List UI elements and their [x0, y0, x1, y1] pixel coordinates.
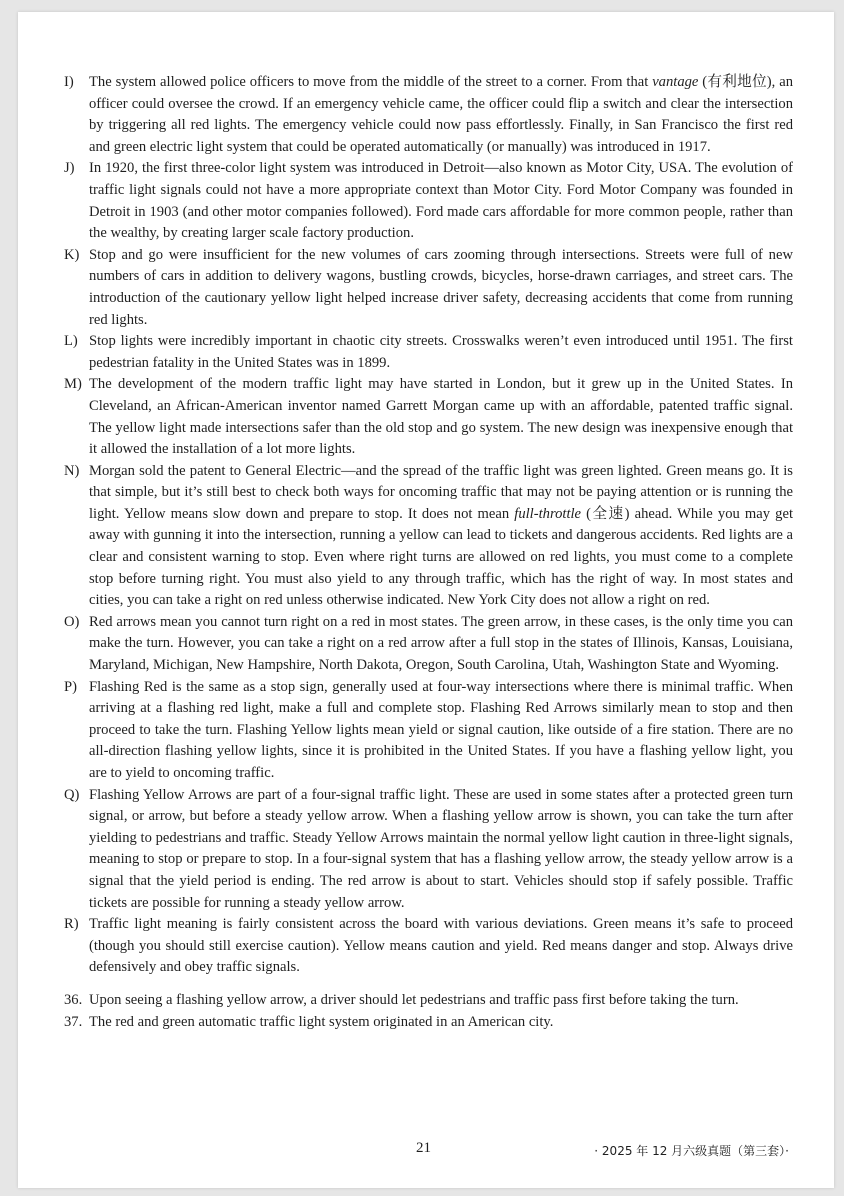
text-run: Stop and go were insufficient for the new volumes of cars zooming through intersections. Streets were full of new numbers of cars in addition to delivery wagons, bustling crowds, bicycles, horse-drawn carriages, and street cars. The introduction of the cautionary yellow light helped increase driver safety, decreasing accidents that come from running red lights. — [89, 246, 793, 328]
text-run: Morgan sold the patent to General Electric—and the spread of the traffic light was green lighted. Green means go. It is that simple, but it’s still best to check both ways for oncoming traffic that may not be paying attention or is running the light. Yellow means slow down and prepare to stop. It does not mean — [89, 462, 793, 522]
paragraph-text — [89, 245, 793, 331]
paragraph — [64, 612, 793, 677]
paragraph — [64, 461, 793, 612]
text-run: Flashing Red is the same as a stop sign, generally used at four-way intersections where there is minimal traffic. When arriving at a flashing red light, make a full and complete stop. Flashing Red Arrows similarly mean to stop and then proceed to take the turn. Flashing Yellow lights mean yield or signal caution, like outside of a fire station. There are no all-direction flashing yellow lights, since it is prohibited in the United States. If you have a flashing yellow light, you are to yield to oncoming traffic. — [89, 678, 793, 781]
paragraph — [64, 158, 793, 244]
italic-term: full-throttle — [514, 505, 582, 522]
paragraph-text — [89, 461, 793, 612]
paragraph-letter: J) — [64, 160, 75, 177]
paragraph-letter: N) — [64, 462, 80, 479]
paragraph — [64, 785, 793, 915]
question-list — [64, 990, 793, 1033]
exam-info: · 2025 年 12 月六级真题（第三套）· — [594, 1144, 789, 1158]
paragraph-letter: L) — [64, 333, 78, 350]
italic-term: vantage — [652, 74, 699, 90]
text-run: Traffic light meaning is fairly consistent across the board with various deviations. Green means it’s safe to proceed (though you should still exercise caution). Yellow means caution and yield. Red means danger and stop. Always drive defensively and obey traffic signals. — [89, 916, 793, 976]
paragraph-text — [89, 677, 793, 785]
paragraph — [64, 677, 793, 785]
document-page — [18, 12, 834, 1188]
paragraph-text — [89, 158, 793, 244]
paragraph-letter: K) — [64, 246, 80, 263]
paragraph-text — [89, 914, 793, 979]
page-number: 21 — [416, 1140, 431, 1156]
paragraph-letter: Q) — [64, 786, 80, 803]
paragraph-letter: P) — [64, 678, 77, 695]
text-run: Red arrows mean you cannot turn right on a red in most states. The green arrow, in these cases, is the only time you can make the turn. However, you can take a right on a red arrow after a full stop in the states of Illinois, Kansas, Louisiana, Maryland, Michigan, New Hampshire, North Dakota, Oregon, South Carolina, Utah, Washington State and Wyoming. — [89, 613, 793, 674]
question-item — [64, 1012, 793, 1034]
question-text: Upon seeing a flashing yellow arrow, a driver should let pedestrians and traffic pass first before taking the turn. — [89, 991, 739, 1008]
text-run: (有利地位), an officer could oversee the crowd. If an emergency vehicle came, the officer could flip a switch and clear the intersection by triggering all red lights. The emergency vehicle could now pass effortlessly. Finally, in San Francisco the first red and green electric light system that could be operated automatically (or manually) was introduced in 1917. — [89, 74, 793, 155]
text-run: (全速) ahead. While you may get away with gunning it into the intersection, running a yellow can lead to tickets and dangerous accidents. Red lights are a clear and consistent warning to stop. Even where right turns are allowed on red lights, you must come to a complete stop before turning right. You must also yield to any through traffic, which has the right of way. In most states and cities, you can take a right on red unless otherwise indicated. New York City does not allow a right on red. — [89, 505, 793, 609]
paragraph-letter: I) — [64, 74, 74, 90]
paragraph-letter: R) — [64, 916, 79, 933]
question-number: 36. — [64, 991, 83, 1008]
question-text: The red and green automatic traffic light system originated in an American city. — [89, 1013, 554, 1030]
question-item — [64, 990, 793, 1012]
paragraph-list — [64, 72, 793, 979]
text-run: The development of the modern traffic light may have started in London, but it grew up in the United States. In Cleveland, an African-American inventor named Garrett Morgan came up with an affordable, patented traffic signal. The yellow light made intersections safer than the old stop and go system. The new design was inexpensive enough that it allowed the installation of a lot more lights. — [89, 376, 793, 458]
passage — [64, 72, 793, 1033]
text-run: In 1920, the first three-color light system was introduced in Detroit—also known as Motor City, USA. The evolution of traffic light signals could not have a more appropriate context than Motor City. Ford Motor Company was founded in Detroit in 1903 (and other motor companies followed). Ford made cars affordable for more common people, rather than the wealthy, by creating larger scale factory production. — [89, 160, 793, 242]
question-number: 37. — [64, 1013, 83, 1030]
paragraph-letter: O) — [64, 613, 80, 630]
text-run: Flashing Yellow Arrows are part of a four-signal traffic light. These are used in some states after a protected green turn signal, or arrow, but before a steady yellow arrow. When a flashing yellow arrow is shown, you can take the turn after yielding to pedestrians and traffic. Steady Yellow Arrows maintain the normal yellow light caution in three-light signals, meaning to stop or prepare to stop. In a four-signal system that has a flashing yellow arrow, the steady yellow arrow is a signal that the yield period is ending. The red arrow is about to start. Vehicles should stop if safely possible. Traffic tickets are possible for running a steady yellow arrow. — [89, 786, 793, 911]
paragraph — [64, 245, 793, 331]
paragraph-text — [89, 785, 793, 915]
paragraph — [64, 374, 793, 460]
paragraph-text — [89, 331, 793, 374]
paragraph — [64, 914, 793, 979]
paragraph-letter: M) — [64, 376, 82, 393]
text-run: Stop lights were incredibly important in chaotic city streets. Crosswalks weren’t even introduced until 1951. The first pedestrian fatality in the United States was in 1899. — [89, 333, 793, 371]
text-run: The system allowed police officers to move from the middle of the street to a corner. From that — [89, 74, 653, 90]
paragraph — [64, 72, 793, 158]
paragraph-text — [89, 374, 793, 460]
paragraph — [64, 331, 793, 374]
paragraph-text — [89, 72, 793, 158]
paragraph-text — [89, 612, 793, 677]
